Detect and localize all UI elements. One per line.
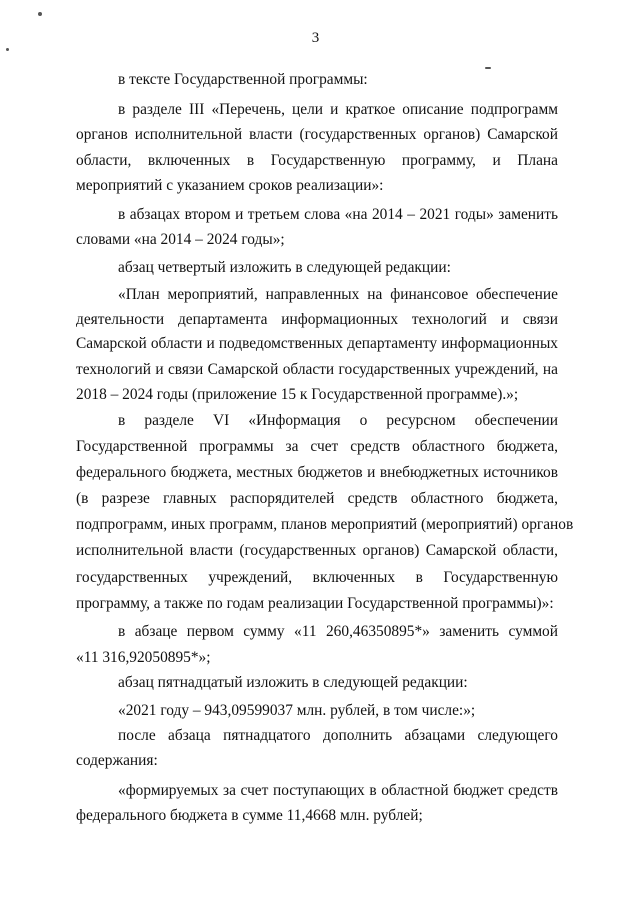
text-line: в разделе VI «Информация о ресурсном обеспечении — [118, 412, 558, 429]
text-line: подпрограмм, иных программ, планов мероприятий (мероприятий) органов — [76, 516, 574, 533]
text-line: в абзаце первом сумму «11 260,46350895*» заменить суммой — [118, 623, 558, 640]
text-line: в абзацах втором и третьем слова «на 2014 – 2021 годы» заменить — [118, 206, 558, 223]
text-line: технологий и связи Самарской области государственных учреждений, на — [76, 361, 558, 378]
text-line: словами «на 2014 – 2024 годы»; — [76, 231, 285, 248]
text-line: «формируемых за счет поступающих в областной бюджет средств — [118, 782, 558, 799]
text-line: федерального бюджета, местных бюджетов и внебюджетных источников — [76, 464, 558, 481]
text-line: в тексте Государственной программы: — [118, 71, 368, 88]
text-line: Самарской области и подведомственных департаменту информационных — [76, 335, 558, 352]
page-number: 3 — [311, 30, 320, 46]
text-line: государственных учреждений, включенных в Государственную — [76, 569, 558, 586]
scan-speck — [6, 48, 9, 51]
scan-speck — [485, 67, 491, 69]
text-line: органов исполнительной власти (государственных органов) Самарской — [76, 126, 558, 143]
text-line: области, включенных в Государственную программу, и Плана — [76, 152, 558, 169]
text-line: программу, а также по годам реализации Государственной программы)»: — [76, 595, 554, 612]
text-line: деятельности департамента информационных технологий и связи — [76, 311, 558, 328]
text-line: мероприятий с указанием сроков реализации»: — [76, 177, 384, 194]
text-line: (в разрезе главных распорядителей средств областного бюджета, — [76, 490, 558, 507]
text-line: федерального бюджета в сумме 11,4668 млн. рублей; — [76, 807, 423, 824]
text-line: 2018 – 2024 годы (приложение 15 к Государственной программе).»; — [76, 386, 519, 403]
text-line: «План мероприятий, направленных на финансовое обеспечение — [118, 286, 558, 303]
scan-speck — [38, 12, 42, 16]
text-line: абзац пятнадцатый изложить в следующей редакции: — [118, 674, 468, 691]
text-line: абзац четвертый изложить в следующей редакции: — [118, 259, 451, 276]
text-line: «11 316,92050895*»; — [76, 649, 211, 666]
text-line: в разделе III «Перечень, цели и краткое описание подпрограмм — [118, 101, 558, 118]
text-line: исполнительной власти (государственных органов) Самарской области, — [76, 542, 558, 559]
text-line: содержания: — [76, 752, 158, 769]
text-line: «2021 году – 943,09599037 млн. рублей, в том числе:»; — [118, 702, 476, 719]
text-line: после абзаца пятнадцатого дополнить абзацами следующего — [118, 727, 558, 744]
text-line: Государственной программы за счет средств областного бюджета, — [76, 438, 558, 455]
